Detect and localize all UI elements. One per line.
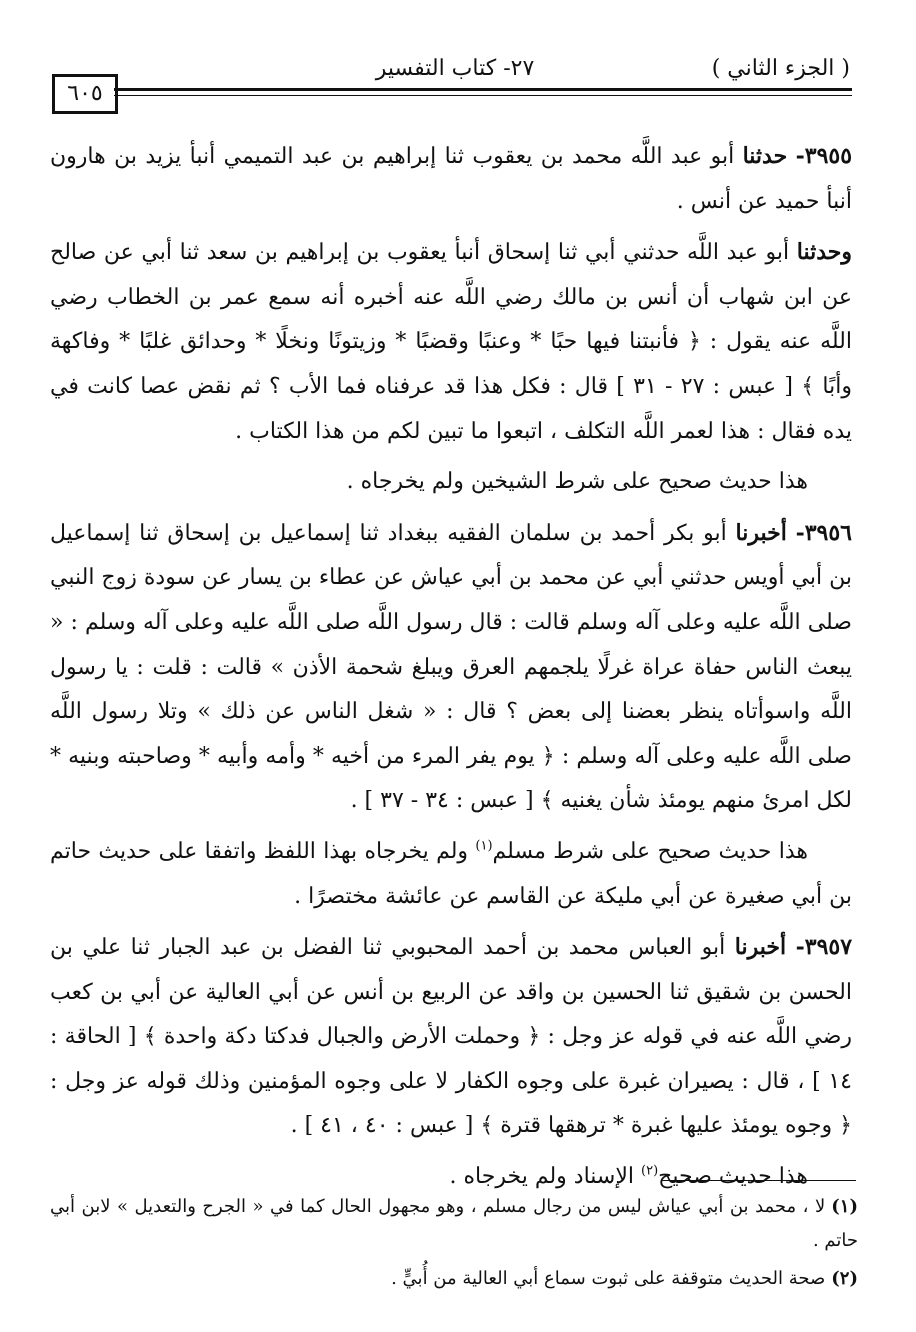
footnote-label: (٢) xyxy=(831,1268,858,1289)
hadith-3955-second-chain xyxy=(50,230,852,454)
footnote-1 xyxy=(50,1190,858,1258)
ruling-text: هذا حديث صحيح xyxy=(658,1164,808,1190)
hadith-3955-ruling: هذا حديث صحيح على شرط الشيخين ولم يخرجاه . xyxy=(346,469,808,495)
ruling-text: هذا حديث صحيح على شرط مسلم xyxy=(492,838,808,864)
header-rule-thick xyxy=(114,88,852,91)
footnote-separator xyxy=(662,1180,856,1181)
footnote-2 xyxy=(50,1262,858,1296)
running-header-part: ( الجزء الثاني ) xyxy=(711,56,850,81)
hadith-lead-word: أخبرنا xyxy=(735,519,787,546)
hadith-text: أبو عبد اللَّه محمد بن يعقوب ثنا إبراهيم بن عبد التميمي أنبأ يزيد بن هارون أنبأ حميد عن أنس . xyxy=(50,144,852,214)
footnote-text: صحة الحديث متوقفة على ثبوت سماع أبي العالية من أُبيٍّ . xyxy=(391,1268,826,1289)
hadith-lead-word: أخبرنا xyxy=(734,934,787,961)
hadith-number: ٣٩٥٥- xyxy=(795,143,853,169)
hadith-number: ٣٩٥٦- xyxy=(795,519,852,546)
hadith-3956-ruling xyxy=(50,830,852,919)
main-text xyxy=(50,128,852,1206)
footnote-label: (١) xyxy=(831,1196,858,1217)
ruling-text: ولم يخرجاه بهذا اللفظ واتفقا على حديث حاتم بن أبي صغيرة عن أبي مليكة عن القاسم عن عائشة مختصرًا . xyxy=(50,838,852,909)
footnote-ref-2[interactable]: (٢) xyxy=(641,1163,659,1179)
hadith-text: أبو بكر أحمد بن سلمان الفقيه ببغداد ثنا إسماعيل بن إسحاق ثنا إسماعيل بن أبي أويس حدثني أبي عن محمد بن أبي عياش عن عطاء بن يسار عن سودة زوج النبي صلى اللَّه عليه وعلى آله وسلم قالت : قال رسول اللَّه صلى اللَّه عليه وعلى آله وسلم : « يبعث الناس حفاة عراة غرلًا يلجمهم العرق ويبلغ شحمة الأذن » قالت : قلت : يا رسول اللَّه واسوأتاه ينظر بعضنا إلى بعض ؟ قال : « شغل الناس عن ذلك » وتلا رسول اللَّه صلى اللَّه عليه وعلى آله وسلم : ﴿ يوم يفر المرء من أخيه * وأمه وأبيه * وصاحبته وبنيه * لكل امرئ منهم يومئذ شأن يغنيه ﴾ [ عبس : ٣٤ - ٣٧ ] . xyxy=(50,520,852,814)
hadith-lead-word: وحدثنا xyxy=(796,239,853,266)
page-number: ٦٠٥ xyxy=(52,74,118,114)
hadith-text: أبو العباس محمد بن أحمد المحبوبي ثنا الفضل بن عبد الجبار ثنا علي بن الحسن بن شقيق ثنا الحسين بن واقد عن الربيع بن أنس عن أبي العالية عن أبي بن كعب رضي اللَّه عنه في قوله عز وجل : ﴿ وحملت الأرض والجبال فدكتا دكة واحدة ﴾ [ الحاقة : ١٤ ] ، قال : يصيران غبرة على وجوه الكفار لا على وجوه المؤمنين وذلك قوله عز وجل : ﴿ وجوه يومئذ عليها غبرة * ترهقها قترة ﴾ [ عبس : ٤٠ ، ٤١ ] . xyxy=(50,935,852,1139)
hadith-3956 xyxy=(50,511,852,824)
hadith-lead-word: حدثنا xyxy=(742,143,788,169)
hadith-3955 xyxy=(50,134,852,224)
header-rule-thin xyxy=(114,95,852,96)
footnotes xyxy=(50,1190,858,1300)
ruling-text: الإسناد ولم يخرجاه . xyxy=(449,1164,635,1190)
hadith-3957 xyxy=(50,925,852,1149)
hadith-number: ٣٩٥٧- xyxy=(795,934,853,961)
footnote-text: لا ، محمد بن أبي عياش ليس من رجال مسلم ، وهو مجهول الحال كما في « الجرح والتعديل » لابن أبي حاتم . xyxy=(50,1196,858,1251)
footnote-ref-1[interactable]: (١) xyxy=(475,838,493,854)
running-header-book-title: ٢٧- كتاب التفسير xyxy=(375,56,535,81)
hadith-text: أبو عبد اللَّه حدثني أبي ثنا إسحاق أنبأ يعقوب بن إبراهيم بن سعد ثنا أبي عن صالح عن ابن شهاب أن أنس بن مالك رضي اللَّه عنه أخبره أنه سمع عمر بن الخطاب رضي اللَّه عنه يقول : ﴿ فأنبتنا فيها حبًا * وعنبًا وقضبًا * وزيتونًا ونخلًا * وحدائق غلبًا * وفاكهة وأبًا ﴾ [ عبس : ٢٧ - ٣١ ] قال : فكل هذا قد عرفناه فما الأب ؟ ثم نقض عصا كانت في يده فقال : هذا لعمر اللَّه التكلف ، اتبعوا ما تبين لكم من هذا الكتاب . xyxy=(50,240,852,444)
